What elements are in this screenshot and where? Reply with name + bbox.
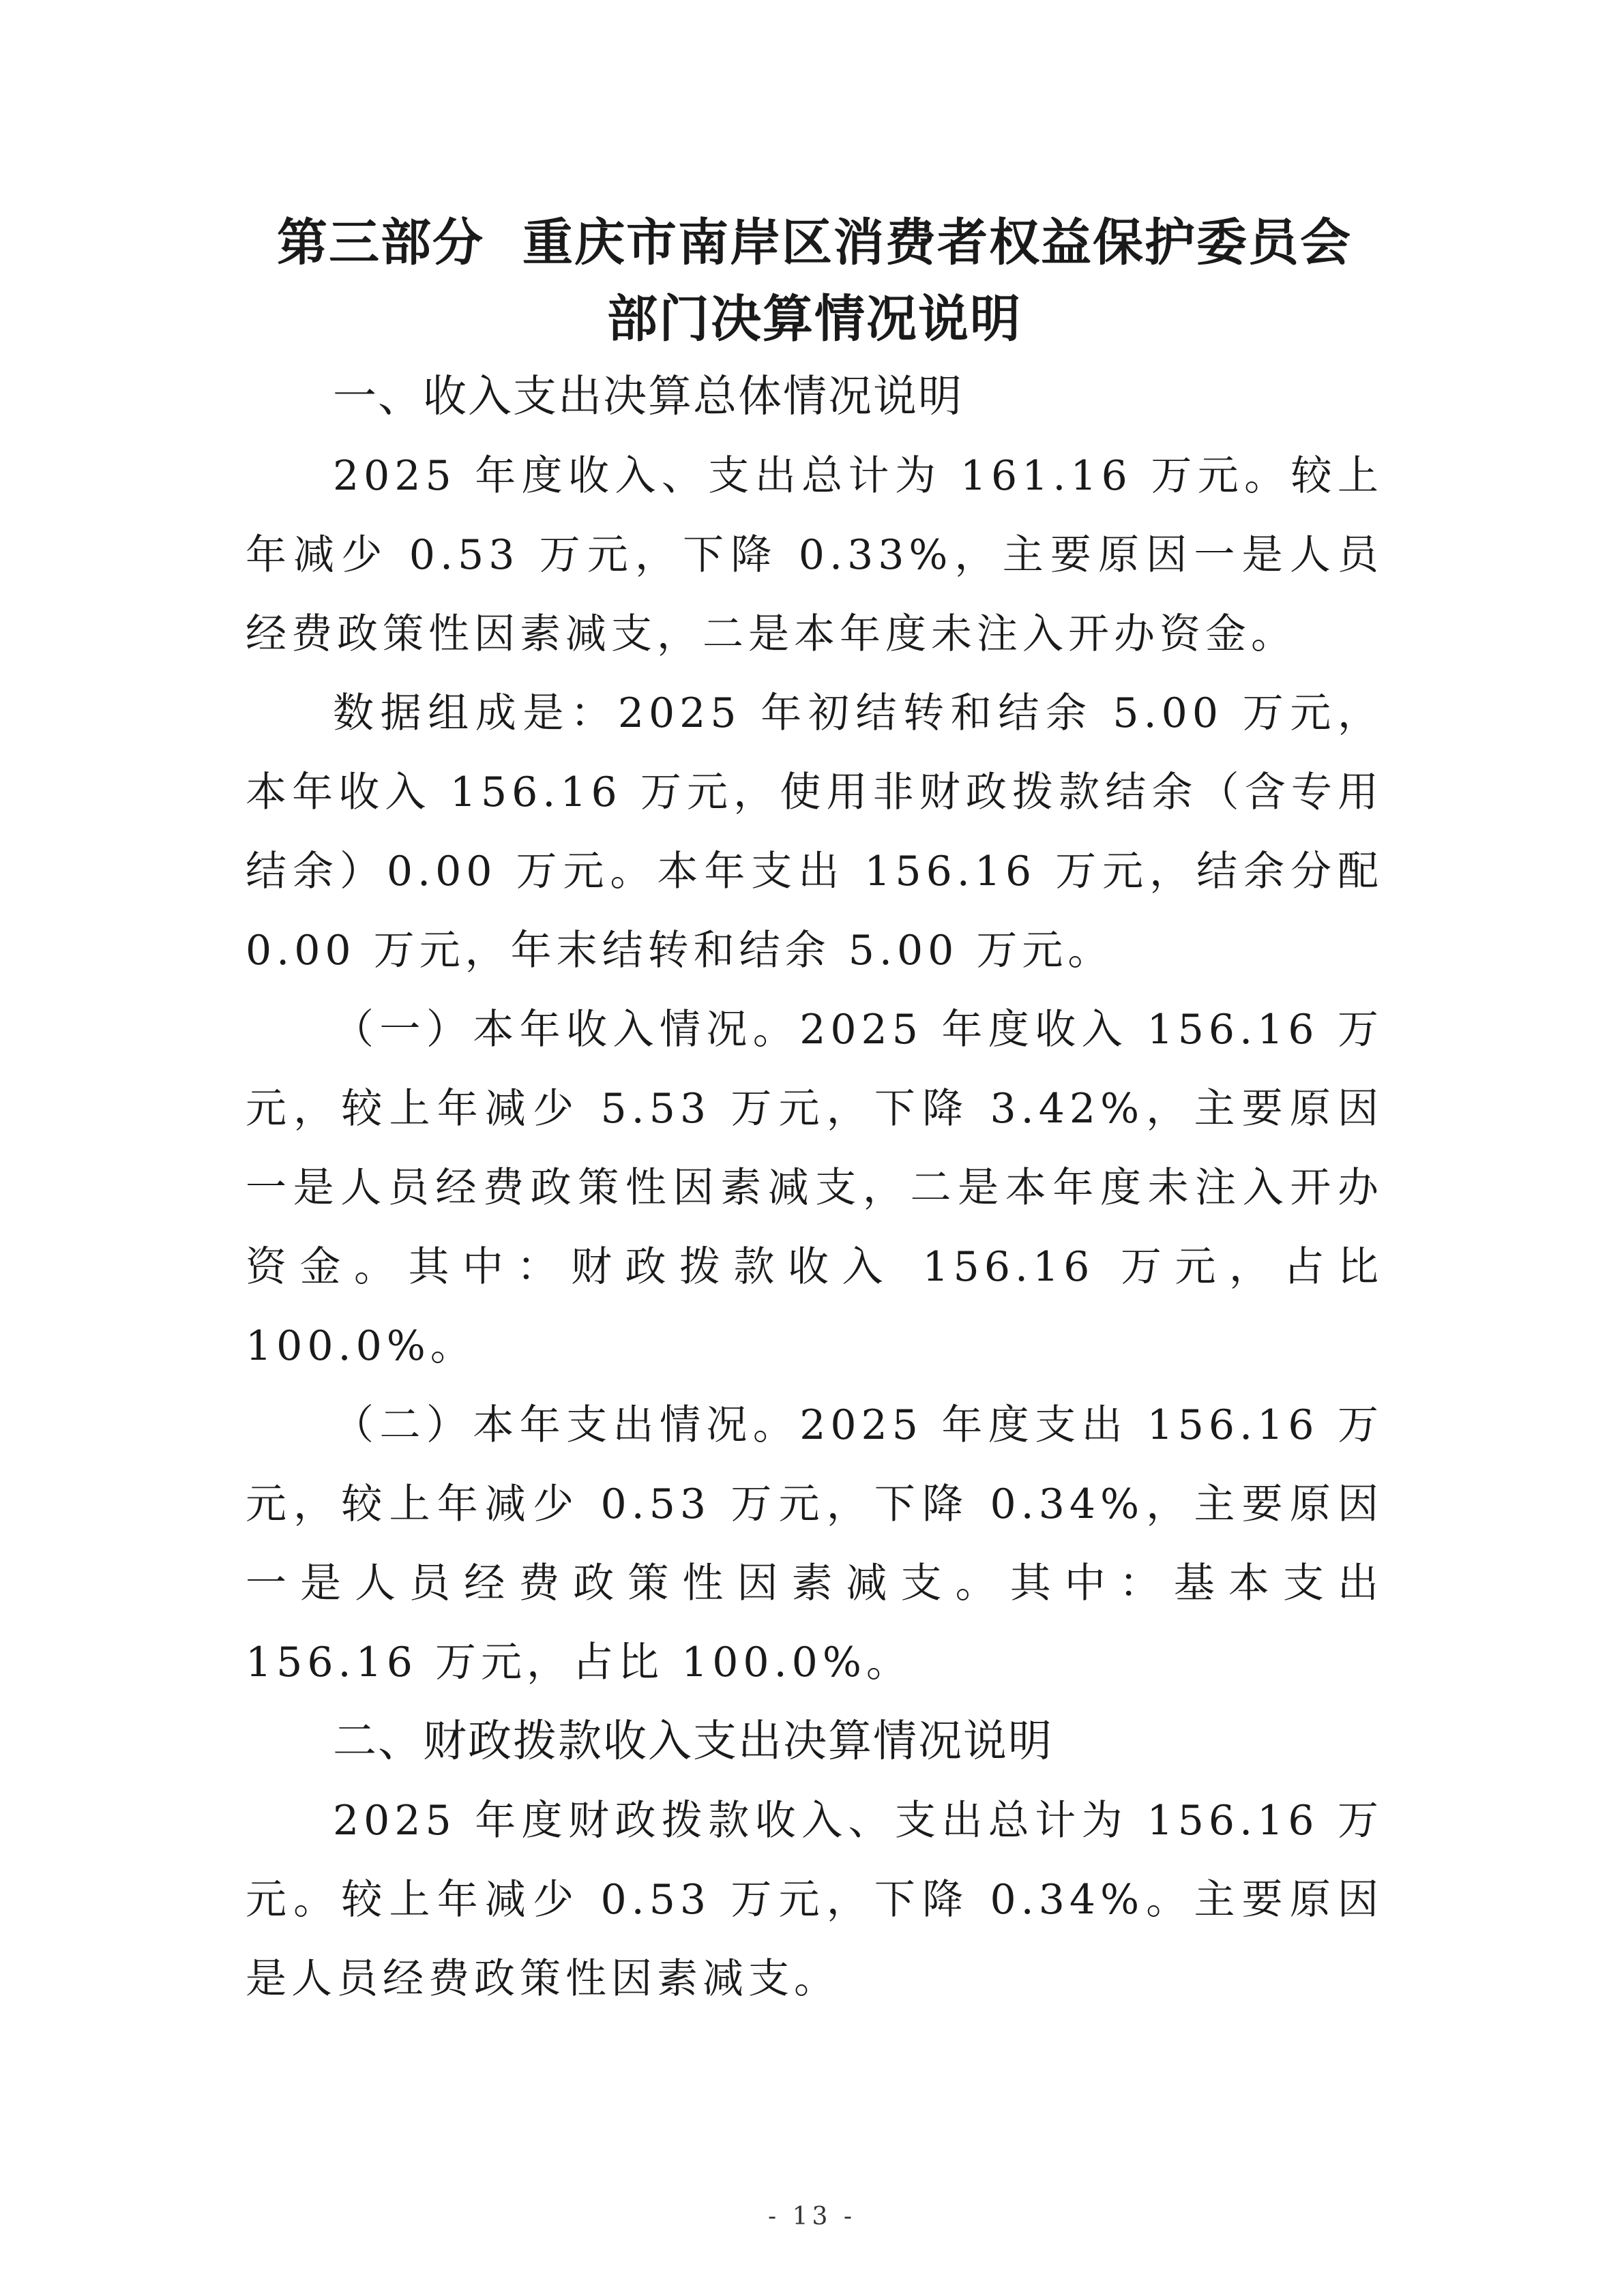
paragraph-data-composition: 数据组成是：2025 年初结转和结余 5.00 万元，本年收入 156.16 万元，使用非财政拨款结余（含专用结余）0.00 万元。本年支出 156.16 万元，结余分配 0.00 万元，年末结转和结余 5.00 万元。 [246, 689, 1383, 974]
expenditure-lead: （二）本年支出情况。 [333, 1401, 800, 1449]
paragraph-expenditure [246, 1386, 1383, 1702]
title-organization: 重庆市南岸区消费者权益保护委员会 [522, 213, 1352, 272]
page-number: - 13 - [767, 2203, 857, 2231]
paragraph-overall-summary: 2025 年度收入、支出总计为 161.16 万元。较上年减少 0.53 万元，下降 0.33%，主要原因一是人员经费政策性因素减支，二是本年度未注入开办资金。 [246, 452, 1383, 658]
page-title [246, 205, 1383, 281]
title-part-label: 第三部分 [277, 213, 484, 272]
income-lead: （一）本年收入情况。 [333, 1006, 800, 1054]
section-heading-fiscal: 二、财政拨款收入支出决算情况说明 [333, 1716, 1053, 1767]
paragraph-income [246, 990, 1383, 1386]
expenditure-body: 2025 年度支出 156.16 万元，较上年减少 0.53 万元，下降 0.34%，主要原因一是人员经费政策性因素减支。其中：基本支出 156.16 万元，占比 100.0%。 [246, 1401, 1383, 1686]
section-heading-overall: 一、收入支出决算总体情况说明 [333, 372, 963, 422]
page-subtitle: 部门决算情况说明 [607, 290, 1022, 348]
income-body: 2025 年度收入 156.16 万元，较上年减少 5.53 万元，下降 3.42%，主要原因一是人员经费政策性因素减支，二是本年度未注入开办资金。其中：财政拨款收入 156.16 万元，占比 100.0%。 [246, 1006, 1383, 1370]
paragraph-fiscal-summary: 2025 年度财政拨款收入、支出总计为 156.16 万元。较上年减少 0.53 万元，下降 0.34%。主要原因是人员经费政策性因素减支。 [246, 1797, 1383, 2003]
document-page [246, 205, 1383, 2018]
